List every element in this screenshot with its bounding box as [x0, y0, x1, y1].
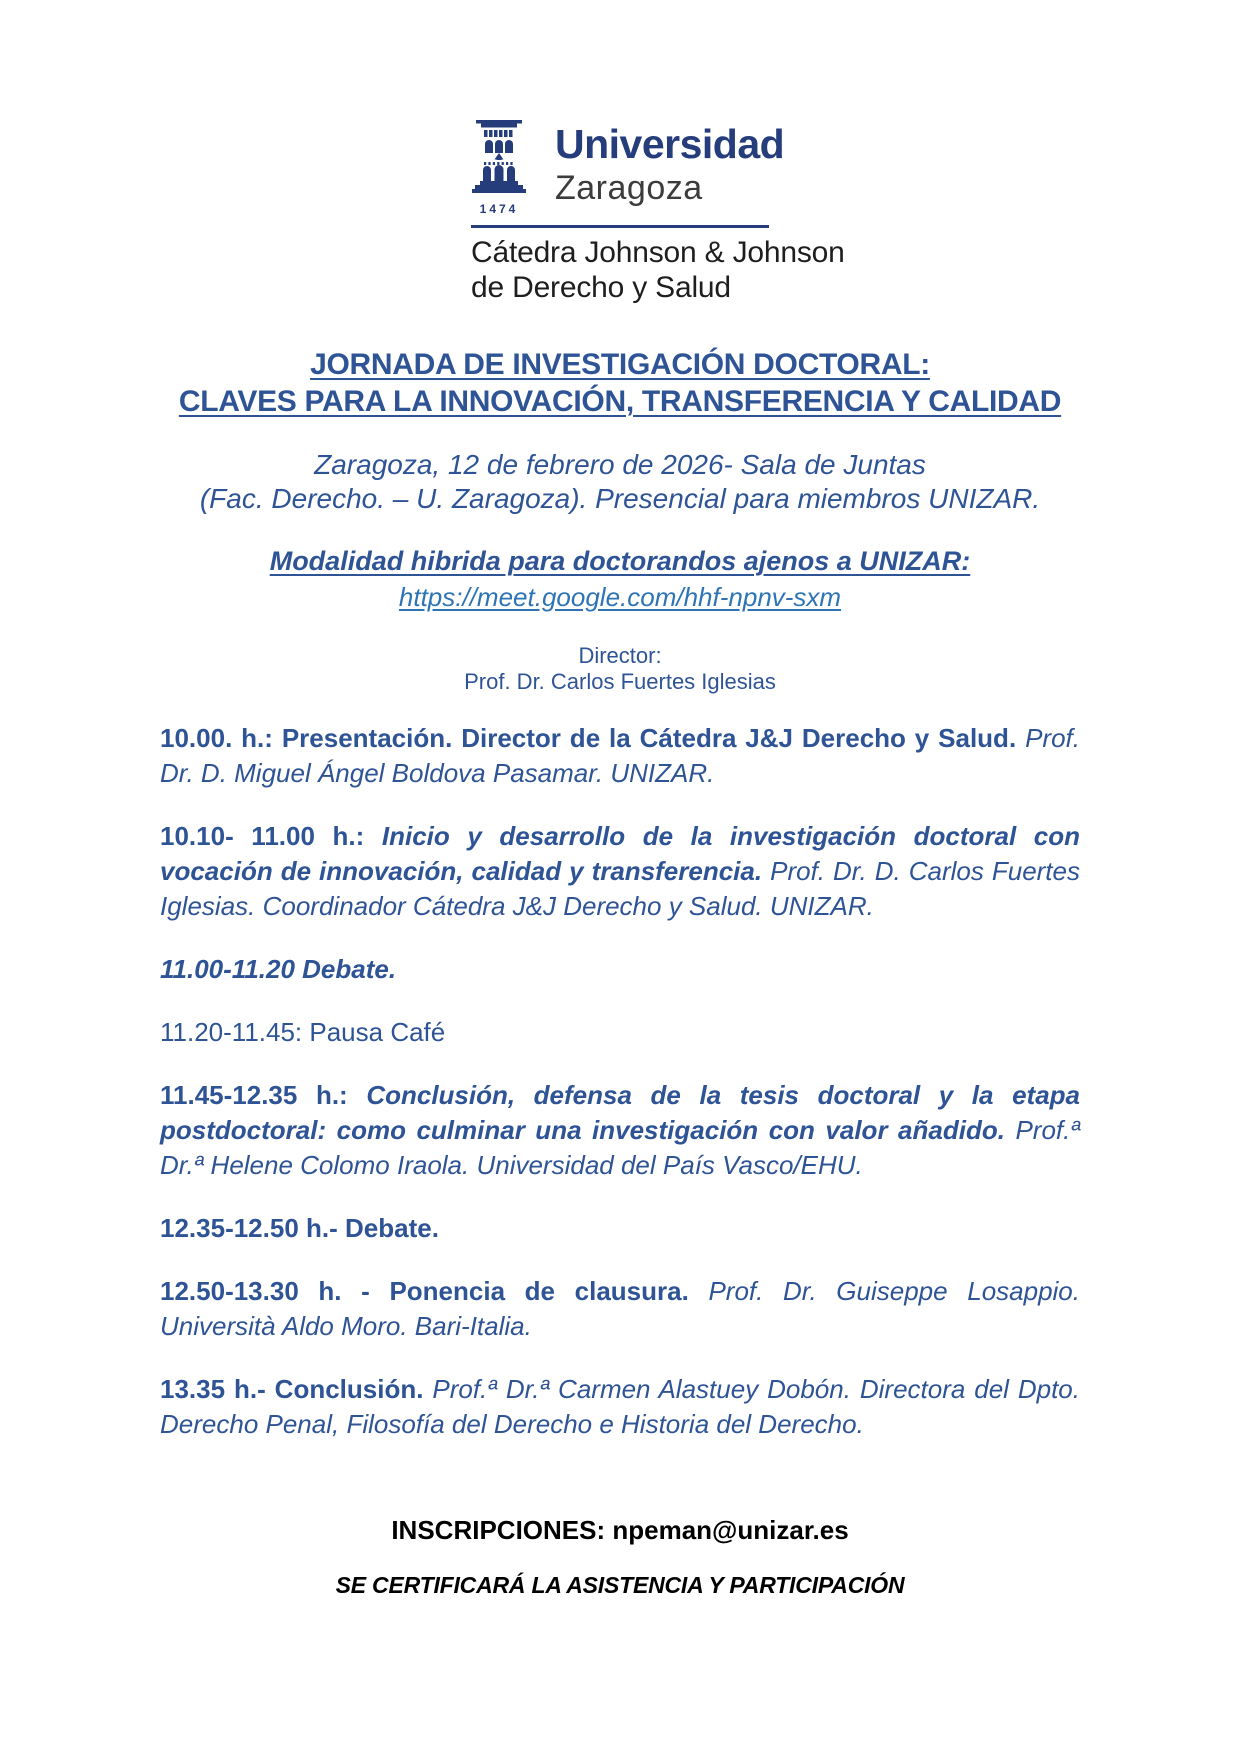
schedule-item-pausa-cafe — [160, 1015, 1080, 1050]
item-title: Presentación. Director de la Cátedra J&J Derecho y Salud. — [281, 722, 1017, 753]
director-section — [160, 643, 1080, 695]
schedule-item-debate2 — [160, 1211, 1080, 1246]
item-time: 12.50-13.30 h. - — [160, 1275, 370, 1306]
item-speaker: Prof. Dr. D. Miguel Ángel Boldova Pasamar. UNIZAR. — [160, 722, 1080, 788]
emblem-column — [471, 120, 527, 216]
university-emblem-icon — [472, 180, 526, 197]
university-name: Universidad — [555, 121, 785, 167]
item-time: 10.10- 11.00 h.: — [160, 820, 365, 851]
event-title-line1: JORNADA DE INVESTIGACIÓN DOCTORAL: — [310, 347, 930, 381]
logo-top-row — [471, 120, 785, 216]
item-text: 11.00-11.20 Debate. — [160, 953, 397, 984]
certification-line: SE CERTIFICARÁ LA ASISTENCIA Y PARTICIPACIÓN — [335, 1571, 905, 1598]
item-title: Conclusión. — [274, 1373, 424, 1404]
google-meet-link[interactable]: https://meet.google.com/hhf-npnv-sxm — [398, 581, 842, 612]
university-logo-block — [471, 120, 845, 306]
item-speaker: Prof. Dr. D. Carlos Fuertes Iglesias. Coordinador Cátedra J&J Derecho y Salud. UNIZAR. — [160, 855, 1080, 921]
item-title: Ponencia de clausura. — [389, 1275, 689, 1306]
item-time: 11.45-12.35 h.: — [160, 1079, 348, 1110]
item-speaker: Prof.ª Dr.ª Helene Colomo Iraola. Universidad del País Vasco/EHU. — [160, 1114, 1080, 1180]
chair-name-line1: Cátedra Johnson & Johnson — [471, 236, 845, 269]
hybrid-mode-section — [160, 544, 1080, 613]
item-title: Conclusión, defensa de la tesis doctoral y la etapa postdoctoral: como culminar una investigación con valor añadido. — [160, 1079, 1080, 1145]
university-city: Zaragoza — [555, 168, 703, 207]
director-name: Prof. Dr. Carlos Fuertes Iglesias — [464, 668, 776, 694]
venue-info — [160, 448, 1080, 516]
event-title-line2: CLAVES PARA LA INNOVACIÓN, TRANSFERENCIA Y CALIDAD — [178, 384, 1062, 418]
venue-line2: (Fac. Derecho. – U. Zaragoza). Presencial para miembros UNIZAR. — [199, 482, 1041, 514]
item-text: 12.35-12.50 h.- Debate. — [160, 1212, 439, 1243]
chair-name-line2: de Derecho y Salud — [471, 270, 731, 304]
director-label: Director: — [578, 642, 662, 668]
event-title — [160, 346, 1080, 420]
founding-year-label: 1474 — [479, 202, 519, 216]
schedule-item-inicio-desarrollo — [160, 819, 1080, 924]
item-speaker: Prof.ª Dr.ª Carmen Alastuey Dobón. Directora del Dpto. Derecho Penal, Filosofía del Derecho e Historia del Derecho. — [160, 1373, 1080, 1439]
logo-divider — [471, 225, 769, 228]
schedule-item-presentacion — [160, 721, 1080, 791]
inscriptions-line: INSCRIPCIONES: npeman@unizar.es — [391, 1514, 849, 1545]
document-content — [160, 346, 1080, 1600]
item-time: 10.00. h.: — [160, 722, 273, 753]
schedule-item-debate1 — [160, 952, 1080, 987]
schedule-item-conclusion-final — [160, 1372, 1080, 1442]
logo-wordmark — [555, 121, 785, 207]
schedule-item-conclusion-tesis — [160, 1078, 1080, 1183]
item-text: 11.20-11.45: Pausa Café — [160, 1016, 446, 1047]
item-title: Inicio y desarrollo de la investigación doctoral con vocación de innovación, calidad y transferencia. — [160, 820, 1080, 886]
schedule-list — [160, 721, 1080, 1442]
hybrid-mode-label: Modalidad hibrida para doctorandos ajenos a UNIZAR: — [269, 545, 971, 576]
item-time: 13.35 h.- — [160, 1373, 266, 1404]
schedule-item-ponencia-clausura — [160, 1274, 1080, 1344]
venue-line1: Zaragoza, 12 de febrero de 2026- Sala de Juntas — [314, 448, 926, 480]
chair-name — [471, 236, 845, 306]
item-speaker: Prof. Dr. Guiseppe Losappio. Università Aldo Moro. Bari-Italia. — [160, 1275, 1080, 1341]
